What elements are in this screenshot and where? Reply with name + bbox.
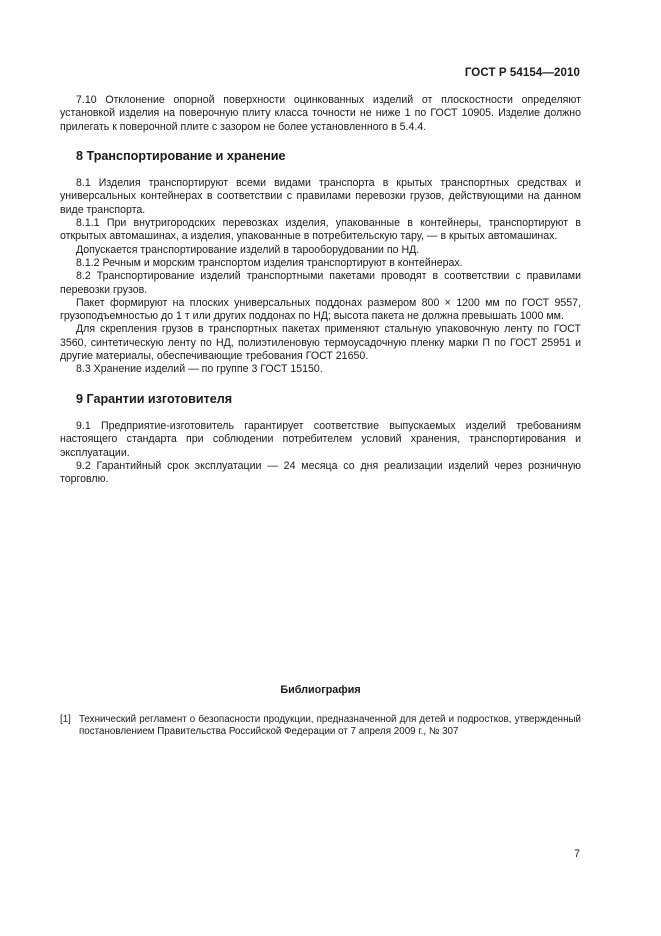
paragraph-8-1-2: 8.1.2 Речным и морским транспортом изделия транспортируют в контейнерах. (76, 256, 463, 269)
section-8-title: 8 Транспортирование и хранение (76, 148, 286, 163)
document-body (60, 94, 581, 486)
paragraph-8-1: 8.1 Изделия транспортируют всеми видами транспорта в крытых транспортных средствах и универсальных контейнерах в соответствии с правилами перевозки грузов, действующими на данном виде транспорта. (60, 177, 581, 216)
paragraph-8-2-pallet: Пакет формируют на плоских универсальных поддонах размером 800 × 1200 мм по ГОСТ 9557, грузоподъемностью до 1 т или других поддонах по НД; высота пакета не должна превышать 1000 мм. (60, 296, 581, 323)
paragraph-9-1: 9.1 Предприятие-изготовитель гарантирует соответствие выпускаемых изделий требованиям настоящего стандарта при соблюдении потребителем условий хранения, транспортирования и эксплуатации. (60, 419, 581, 459)
page-number: 7 (574, 848, 580, 860)
bibliography (60, 684, 581, 739)
paragraph-8-2-fastening: Для скрепления грузов в транспортных пакетах применяют стальную упаковочную ленту по ГОСТ 3560, синтетическую ленту по НД, полиэтиленовую термоусадочную пленку марки П по ГОСТ 25951 и другие материалы, обеспечивающие требования ГОСТ 21650. (60, 323, 581, 363)
paragraph-8-3: 8.3 Хранение изделий — по группе 3 ГОСТ 15150. (76, 363, 323, 376)
paragraph-9-2: 9.2 Гарантийный срок эксплуатации — 24 месяца со дня реализации изделий через розничную торговлю. (60, 459, 581, 486)
paragraph-8-1-1: 8.1.1 При внутригородских перевозках изделия, упакованные в контейнеры, транспортируют в открытых автомашинах, а изделия, упакованные в потребительскую тару, — в крытых автомашинах. (60, 217, 581, 243)
paragraph-7-10: 7.10 Отклонение опорной поверхности оцинкованных изделий от плоскостности определяют установкой изделия на поверочную плиту класса точности не ниже 1 по ГОСТ 10905. Изделие должно прилегать к поверочной плите с зазором не более установленного в 5.4.4. (60, 94, 581, 133)
bibliography-entry (60, 714, 581, 739)
bibliography-entry-text: Технический регламент о безопасности продукции, предназначенной для детей и подростков, утвержденный постановлением Правительства Российской Федерации от 7 апреля 2009 г., № 307 (79, 713, 581, 738)
section-9-title: 9 Гарантии изготовителя (76, 391, 233, 406)
bibliography-entry-number: [1] (60, 713, 71, 725)
bibliography-title: Библиография (280, 684, 361, 696)
paragraph-8-1-1-note: Допускается транспортирование изделий в тарооборудовании по НД. (76, 243, 420, 256)
paragraph-8-2: 8.2 Транспортирование изделий транспортными пакетами проводят в соответствии с правилами перевозки грузов. (60, 270, 581, 296)
standard-code-header: ГОСТ Р 54154—2010 (464, 67, 580, 79)
